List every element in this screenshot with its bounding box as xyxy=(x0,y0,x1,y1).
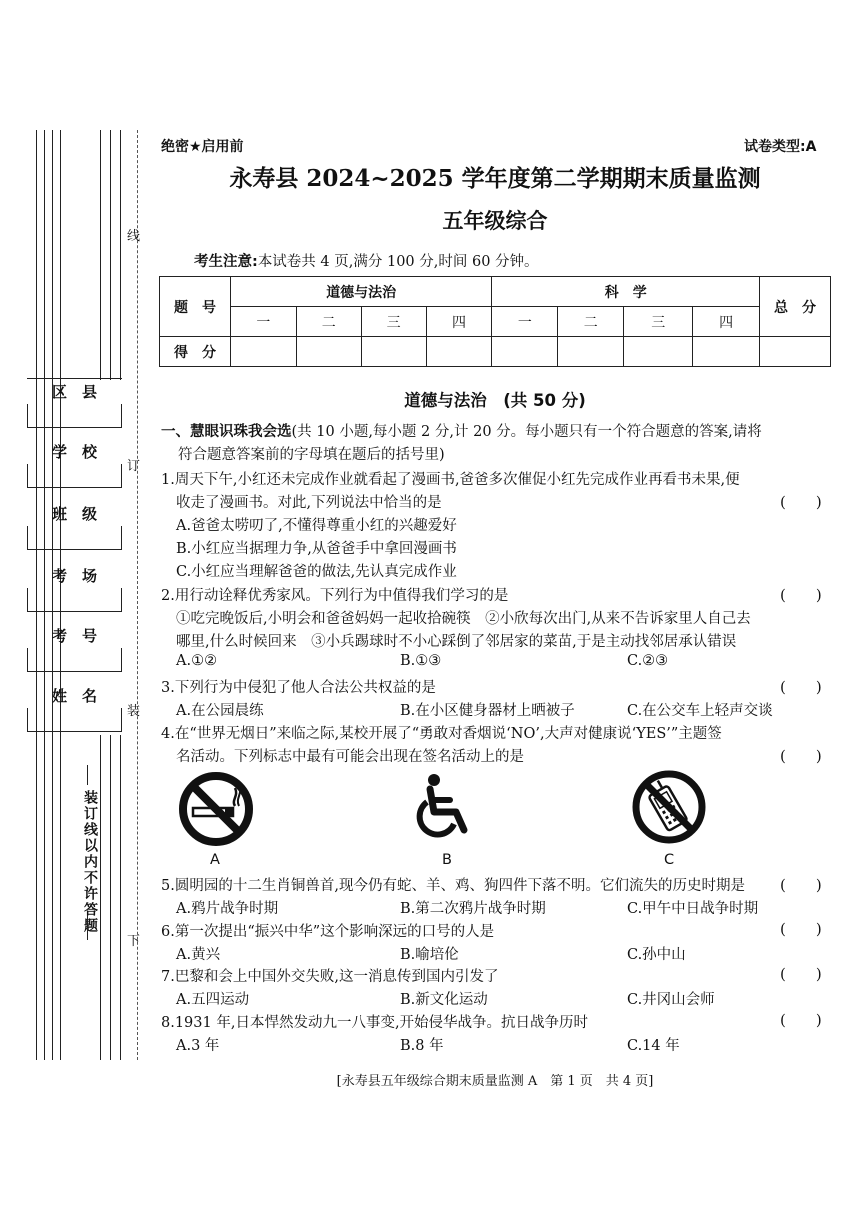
binding-line-10 xyxy=(120,735,121,1060)
score-table xyxy=(159,276,831,367)
note-dash-bottom xyxy=(87,915,88,940)
q4-label-c: C xyxy=(664,852,675,868)
col-header: 三 xyxy=(361,307,426,337)
score-cell[interactable] xyxy=(296,337,361,367)
score-cell[interactable] xyxy=(693,337,760,367)
q1-option-c: C.小红应当理解爸爸的做法,先认真完成作业 xyxy=(176,564,457,580)
binding-line-9 xyxy=(110,735,111,1060)
part1-instr-line2: 符合题意答案前的字母填在题后的括号里) xyxy=(178,447,445,463)
binding-note: 装订线以内不许答题 xyxy=(82,790,98,934)
binding-char-zhuang: 装 xyxy=(127,704,141,719)
q7-stem: 7.巴黎和会上中国外交失败,这一消息传到国内引发了 xyxy=(161,969,499,985)
q5-option-c: C.甲午中日战争时期 xyxy=(627,901,759,917)
q4-label-b: B xyxy=(442,852,452,868)
q5-answer-paren[interactable]: ( ) xyxy=(780,876,822,894)
col-header: 二 xyxy=(296,307,361,337)
q5-stem: 5.圆明园的十二生肖铜兽首,现今仍有蛇、羊、鸡、狗四件下落不明。它们流失的历史时期是 xyxy=(161,878,745,894)
col-header: 四 xyxy=(693,307,760,337)
exam-room-label: 考 场 xyxy=(51,566,97,585)
q3-answer-paren[interactable]: ( ) xyxy=(780,678,822,696)
q8-answer-paren[interactable]: ( ) xyxy=(780,1011,822,1029)
class-field[interactable] xyxy=(27,526,122,550)
q2-stem-line1: 2.用行动诠释优秀家风。下列行为中值得我们学习的是 xyxy=(161,588,509,604)
q7-option-a: A.五四运动 xyxy=(176,992,250,1008)
wheelchair-accessible-icon xyxy=(414,772,480,842)
part1-heading: 一、慧眼识珠我会选 xyxy=(161,424,292,440)
col-header: 二 xyxy=(558,307,624,337)
binding-line-6 xyxy=(110,130,111,380)
q4-stem-line1: 4.在“世界无烟日”来临之际,某校开展了“勇敢对香烟说‘NO’,大声对健康说‘YES’”主题签 xyxy=(161,726,722,742)
q5-option-b: B.第二次鸦片战争时期 xyxy=(400,901,546,917)
district-field[interactable] xyxy=(27,404,122,428)
score-cell[interactable] xyxy=(624,337,693,367)
cut-line xyxy=(137,130,138,1060)
score-cell-total[interactable] xyxy=(760,337,831,367)
note-dash-top xyxy=(87,765,88,785)
q7-option-b: B.新文化运动 xyxy=(400,992,488,1008)
exam-number-label: 考 号 xyxy=(51,626,97,645)
binding-char-line: 线 xyxy=(127,229,141,244)
exam-notice xyxy=(194,250,539,271)
score-cell[interactable] xyxy=(230,337,296,367)
q6-option-c: C.孙中山 xyxy=(627,947,686,963)
row-label-score: 得 分 xyxy=(160,337,231,367)
q7-option-c: C.井冈山会师 xyxy=(627,992,715,1008)
q2-option-c: C.②③ xyxy=(627,653,669,669)
binding-char-xia: 下 xyxy=(127,934,141,949)
score-cell[interactable] xyxy=(426,337,492,367)
school-label: 学 校 xyxy=(51,442,97,461)
q1-option-a: A.爸爸太唠叨了,不懂得尊重小红的兴趣爱好 xyxy=(176,518,457,534)
row-label-question-no: 题 号 xyxy=(160,277,231,337)
binding-line-5 xyxy=(100,130,101,380)
q5-option-a: A.鸦片战争时期 xyxy=(176,901,279,917)
group-morality-law: 道德与法治 xyxy=(230,277,492,307)
exam-number-field[interactable] xyxy=(27,648,122,672)
section-title: 道德与法治 (共 50 分) xyxy=(404,391,586,410)
notice-text: 本试卷共 4 页,满分 100 分,时间 60 分钟。 xyxy=(257,254,539,270)
q1-answer-paren[interactable]: ( ) xyxy=(780,493,822,511)
no-phone-icon xyxy=(630,768,708,846)
score-cell[interactable] xyxy=(492,337,558,367)
class-label: 班 级 xyxy=(51,504,97,523)
q8-option-a: A.3 年 xyxy=(176,1038,220,1054)
q3-option-a: A.在公园晨练 xyxy=(176,703,264,719)
q2-stem-line3: 哪里,什么时候回来 ③小兵踢球时不小心踩倒了邻居家的菜苗,于是主动找邻居承认错误 xyxy=(176,634,737,650)
q3-option-c: C.在公交车上轻声交谈 xyxy=(627,703,773,719)
page-title: 永寿县 2024~2025 学年度第二学期期末质量监测 xyxy=(229,165,761,192)
q3-stem: 3.下列行为中侵犯了他人合法公共权益的是 xyxy=(161,680,436,696)
q4-answer-paren[interactable]: ( ) xyxy=(780,747,822,765)
page-subtitle: 五年级综合 xyxy=(442,209,548,233)
q3-option-b: B.在小区健身器材上晒被子 xyxy=(400,703,575,719)
part1-instr-line1: (共 10 小题,每小题 2 分,计 20 分。每小题只有一个符合题意的答案,请将 xyxy=(291,424,762,440)
q6-option-b: B.喻培伦 xyxy=(400,947,459,963)
score-cell[interactable] xyxy=(361,337,426,367)
col-header: 三 xyxy=(624,307,693,337)
q8-stem: 8.1931 年,日本悍然发动九一八事变,开始侵华战争。抗日战争历时 xyxy=(161,1015,589,1031)
q1-stem-line1: 1.周天下午,小红还未完成作业就看起了漫画书,爸爸多次催促小红先完成作业再看书未果,便 xyxy=(161,472,740,488)
q2-option-a: A.①② xyxy=(176,653,218,669)
col-header: 四 xyxy=(426,307,492,337)
total-score-header: 总 分 xyxy=(760,277,831,337)
part1-instructions xyxy=(161,420,762,441)
name-label: 姓 名 xyxy=(51,686,97,705)
q2-stem-line2: ①吃完晚饭后,小明会和爸爸妈妈一起收拾碗筷 ②小欣每次出门,从来不告诉家里人自己去 xyxy=(176,611,751,627)
col-header: 一 xyxy=(492,307,558,337)
binding-line-8 xyxy=(100,735,101,1060)
district-label: 区 县 xyxy=(51,382,97,401)
q4-label-a: A xyxy=(210,852,220,868)
notice-label: 考生注意: xyxy=(194,254,258,270)
paper-type: 试卷类型:A xyxy=(744,139,817,155)
q4-stem-line2: 名活动。下列标志中最有可能会出现在签名活动上的是 xyxy=(176,749,524,765)
exam-room-field[interactable] xyxy=(27,588,122,612)
q8-option-c: C.14 年 xyxy=(627,1038,680,1054)
binding-line-7 xyxy=(120,130,121,380)
name-field[interactable] xyxy=(27,708,122,732)
group-science: 科 学 xyxy=(492,277,760,307)
score-cell[interactable] xyxy=(558,337,624,367)
q1-option-b: B.小红应当据理力争,从爸爸手中拿回漫画书 xyxy=(176,541,457,557)
school-field[interactable] xyxy=(27,464,122,488)
no-smoking-icon xyxy=(177,770,255,848)
q6-stem: 6.第一次提出“振兴中华”这个影响深远的口号的人是 xyxy=(161,924,495,940)
binding-char-ding: 订 xyxy=(127,459,141,474)
q2-option-b: B.①③ xyxy=(400,653,442,669)
page-footer: [永寿县五年级综合期末质量监测 A 第 1 页 共 4 页] xyxy=(336,1074,654,1089)
q2-answer-paren[interactable]: ( ) xyxy=(780,586,822,604)
secret-mark: 绝密★启用前 xyxy=(161,139,244,155)
q8-option-b: B.8 年 xyxy=(400,1038,444,1054)
col-header: 一 xyxy=(230,307,296,337)
q6-option-a: A.黄兴 xyxy=(176,947,221,963)
q6-answer-paren[interactable]: ( ) xyxy=(780,920,822,938)
q1-stem-line2: 收走了漫画书。对此,下列说法中恰当的是 xyxy=(176,495,442,511)
q7-answer-paren[interactable]: ( ) xyxy=(780,965,822,983)
